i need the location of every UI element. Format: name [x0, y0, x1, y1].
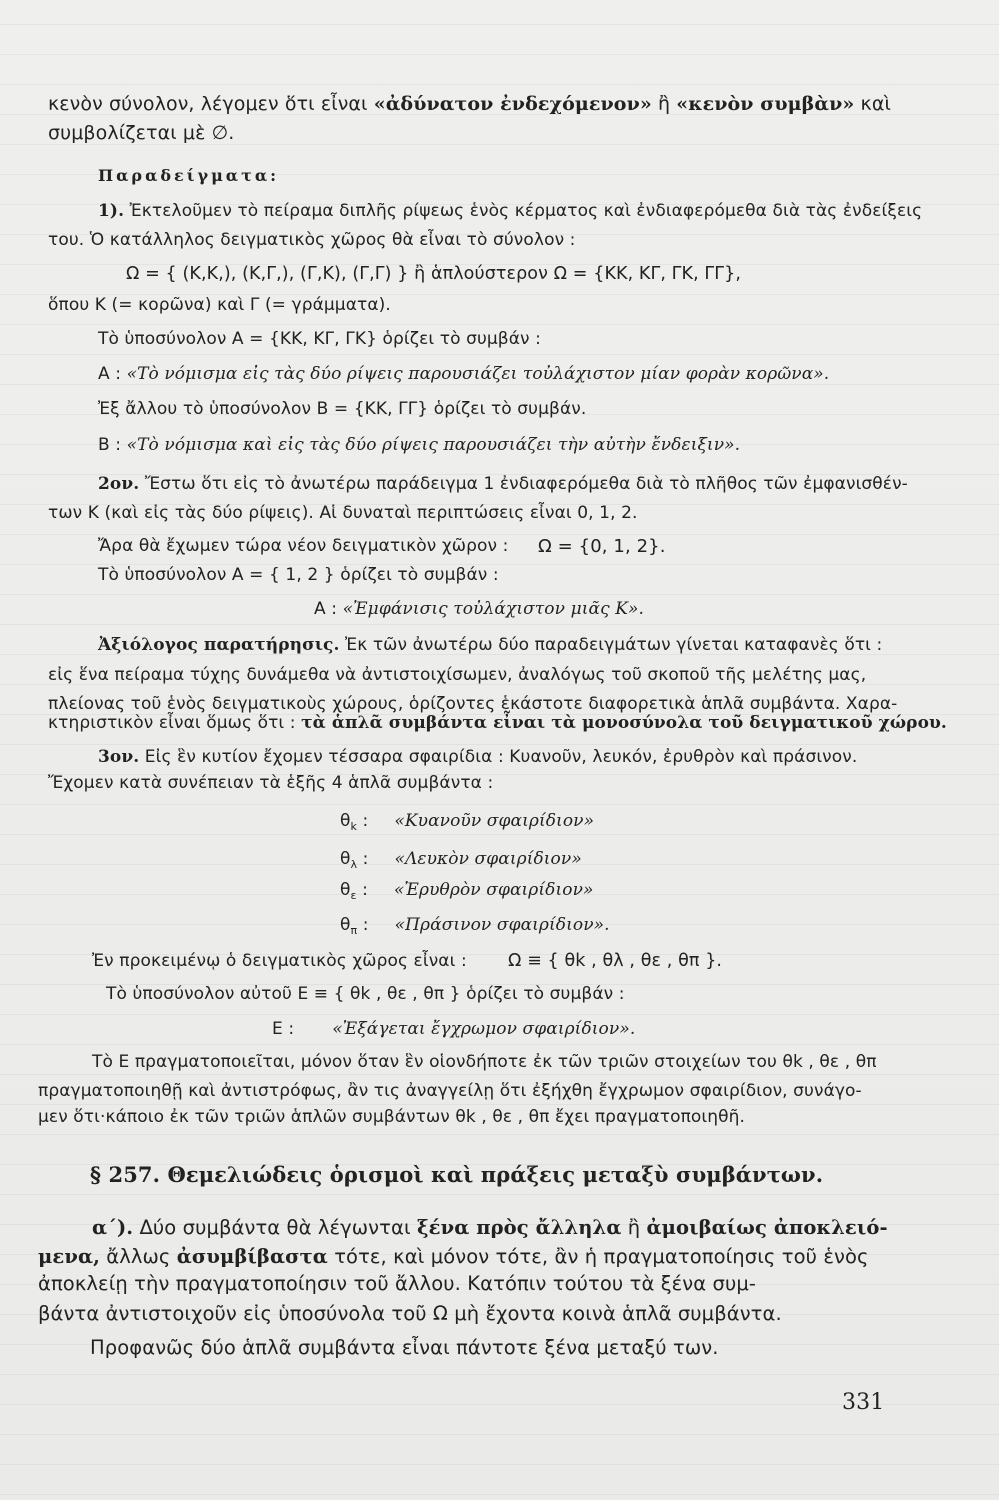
- ex1-event-a: Α : «Τὸ νόμισμα εἰς τὰς δύο ρίψεις παρουσιάζει τοὐλάχιστον μίαν φορὰν κορῶνα».: [98, 364, 830, 384]
- ex2-line-3: Ἄρα θὰ ἔχωμεν τώρα νέον δειγματικὸν χῶρον :: [98, 536, 509, 556]
- remark-line-2: εἰς ἕνα πείραμα τύχης δυνάμεθα νὰ ἀντιστοιχίσωμεν, ἀναλόγως τοῦ σκοποῦ τῆς μελέτης μας,: [48, 665, 867, 685]
- ex2-sample-space: Ω = {0, 1, 2}.: [538, 536, 666, 557]
- ex1-line-5: Τὸ ὑποσύνολον Α = {ΚΚ, ΚΓ, ΓΚ} ὁρίζει τὸ συμβάν :: [98, 329, 541, 349]
- ex1-sample-space: Ω = { (Κ,Κ,), (Κ,Γ,), (Γ,Κ), (Γ,Γ) } ἢ ἁπλούστερον Ω = {ΚΚ, ΚΓ, ΓΚ, ΓΓ},: [126, 264, 742, 284]
- ex3-line-3: Ἐν προκειμένῳ ὁ δειγματικὸς χῶρος εἶναι :: [92, 951, 467, 971]
- ex2-line-4: Τὸ ὑποσύνολον Α = { 1, 2 } ὁρίζει τὸ συμβάν :: [98, 565, 499, 585]
- remark-line-1: Ἀξιόλογος παρατήρησις. Ἐκ τῶν ἀνωτέρω δύο παραδειγμάτων γίνεται καταφανὲς ὅτι :: [98, 635, 883, 655]
- section-line-2: μενα, ἄλλως ἀσυμβίβαστα τότε, καὶ μόνον τότε, ἂν ἡ πραγματοποίησις τοῦ ἑνὸς: [38, 1245, 869, 1268]
- ex1-line-4: ὅπου Κ (= κορῶνα) καὶ Γ (= γράμματα).: [48, 295, 391, 315]
- ex1-line-2: του. Ὁ κατάλληλος δειγματικὸς χῶρος θὰ εἶναι τὸ σύνολον :: [48, 230, 576, 250]
- ex3-line-1: 3ον. Εἰς ἓν κυτίον ἔχομεν τέσσαρα σφαιρίδια : Κυανοῦν, λευκόν, ἐρυθρὸν καὶ πράσινον.: [98, 747, 858, 767]
- ex3-sample-space: Ω ≡ { θk , θλ , θε , θπ }.: [508, 951, 723, 971]
- ex3-event-e-cap: E : «Ἐξάγεται ἔγχρωμον σφαιρίδιον».: [272, 1019, 636, 1039]
- ex1-line-7: Ἐξ ἄλλου τὸ ὑποσύνολον Β = {ΚΚ, ΓΓ} ὁρίζει τὸ συμβάν.: [98, 399, 587, 419]
- remark-line-3: πλείονας τοῦ ἑνὸς δειγματικοὺς χώρους, ὁρίζοντες ἑκάστοτε διαφορετικὰ ἁπλᾶ συμβάντα. Χαρα-: [48, 694, 898, 714]
- ex2-event-a: Α : «Ἐμφάνισις τοὐλάχιστον μιᾶς Κ».: [314, 599, 645, 619]
- section-line-3: ἀποκλείῃ τὴν πραγματοποίησιν τοῦ ἄλλου. Κατόπιν τούτου τὰ ξένα συμ-: [38, 1272, 757, 1295]
- ex1-event-b: Β : «Τὸ νόμισμα καὶ εἰς τὰς δύο ρίψεις παρουσιάζει τὴν αὐτὴν ἔνδειξιν».: [98, 435, 741, 455]
- ex3-line-2: Ἔχομεν κατὰ συνέπειαν τὰ ἑξῆς 4 ἁπλᾶ συμβάντα :: [48, 773, 494, 793]
- ex3-para-3: μεν ὅτι·κάποιο ἐκ τῶν τριῶν ἁπλῶν συμβάντων θk , θε , θπ ἔχει πραγματοποιηθῆ.: [38, 1107, 746, 1127]
- ex3-event-e: $\theta_\varepsilon$ : «Ἐρυθρὸν σφαιρίδιον»: [340, 880, 594, 902]
- intro-line-1: κενὸν σύνολον, λέγομεν ὅτι εἶναι «ἀδύνατον ἐνδεχόμενον» ἢ «κενὸν συμβὰν» καὶ: [48, 93, 891, 115]
- ex3-event-p: $\theta_\pi$ : «Πράσινον σφαιρίδιον».: [340, 915, 610, 937]
- page-number: 331: [842, 1390, 885, 1415]
- ex3-para-2: πραγματοποιηθῇ καὶ ἀντιστρόφως, ἂν τις ἀναγγείλῃ ὅτι ἐξήχθη ἔγχρωμον σφαιρίδιον, συνάγο-: [38, 1081, 862, 1101]
- ex3-line-4: Τὸ ὑποσύνολον αὐτοῦ E ≡ { θk , θε , θπ } ὁρίζει τὸ συμβάν :: [106, 984, 625, 1004]
- ex3-event-k: $\theta_k$ : «Κυανοῦν σφαιρίδιον»: [340, 811, 595, 833]
- ex2-line-2: των Κ (καὶ εἰς τὰς δύο ρίψεις). Αἱ δυναταὶ περιπτώσεις εἶναι 0, 1, 2.: [48, 503, 638, 523]
- ex2-line-1: 2ον. Ἔστω ὅτι εἰς τὸ ἀνωτέρω παράδειγμα 1 ἐνδιαφερόμεθα διὰ τὸ πλῆθος τῶν ἐμφανισθέν-: [98, 474, 908, 494]
- ex3-para-1: Τὸ Ε πραγματοποιεῖται, μόνον ὅταν ἓν οἱονδήποτε ἐκ τῶν τριῶν στοιχείων του θk , θε , θπ: [92, 1052, 877, 1072]
- examples-heading: Παραδείγματα:: [98, 166, 280, 185]
- ex1-line-1: 1). Ἐκτελοῦμεν τὸ πείραμα διπλῆς ρίψεως ἑνὸς κέρματος καὶ ἐνδιαφερόμεθα διὰ τὰς ἐνδείξεις: [98, 201, 923, 221]
- section-line-5: Προφανῶς δύο ἁπλᾶ συμβάντα εἶναι πάντοτε ξένα μεταξύ των.: [90, 1336, 719, 1359]
- section-line-4: βάντα ἀντιστοιχοῦν εἰς ὑποσύνολα τοῦ Ω μὴ ἔχοντα κοινὰ ἁπλᾶ συμβάντα.: [38, 1302, 782, 1325]
- section-title: § 257. Θεμελιώδεις ὁρισμοὶ καὶ πράξεις μεταξὺ συμβάντων.: [90, 1162, 824, 1187]
- intro-line-2: συμβολίζεται μὲ ∅.: [48, 122, 235, 144]
- remark-line-4: κτηριστικὸν εἶναι ὅμως ὅτι : τὰ ἁπλᾶ συμβάντα εἶναι τὰ μονοσύνολα τοῦ δειγματικοῦ χώρου.: [48, 713, 947, 733]
- section-line-1: α΄). Δύο συμβάντα θὰ λέγωνται ξένα πρὸς ἄλληλα ἢ ἀμοιβαίως ἀποκλειό-: [92, 1216, 888, 1239]
- ex3-event-l: $\theta_\lambda$ : «Λευκὸν σφαιρίδιον»: [340, 849, 582, 871]
